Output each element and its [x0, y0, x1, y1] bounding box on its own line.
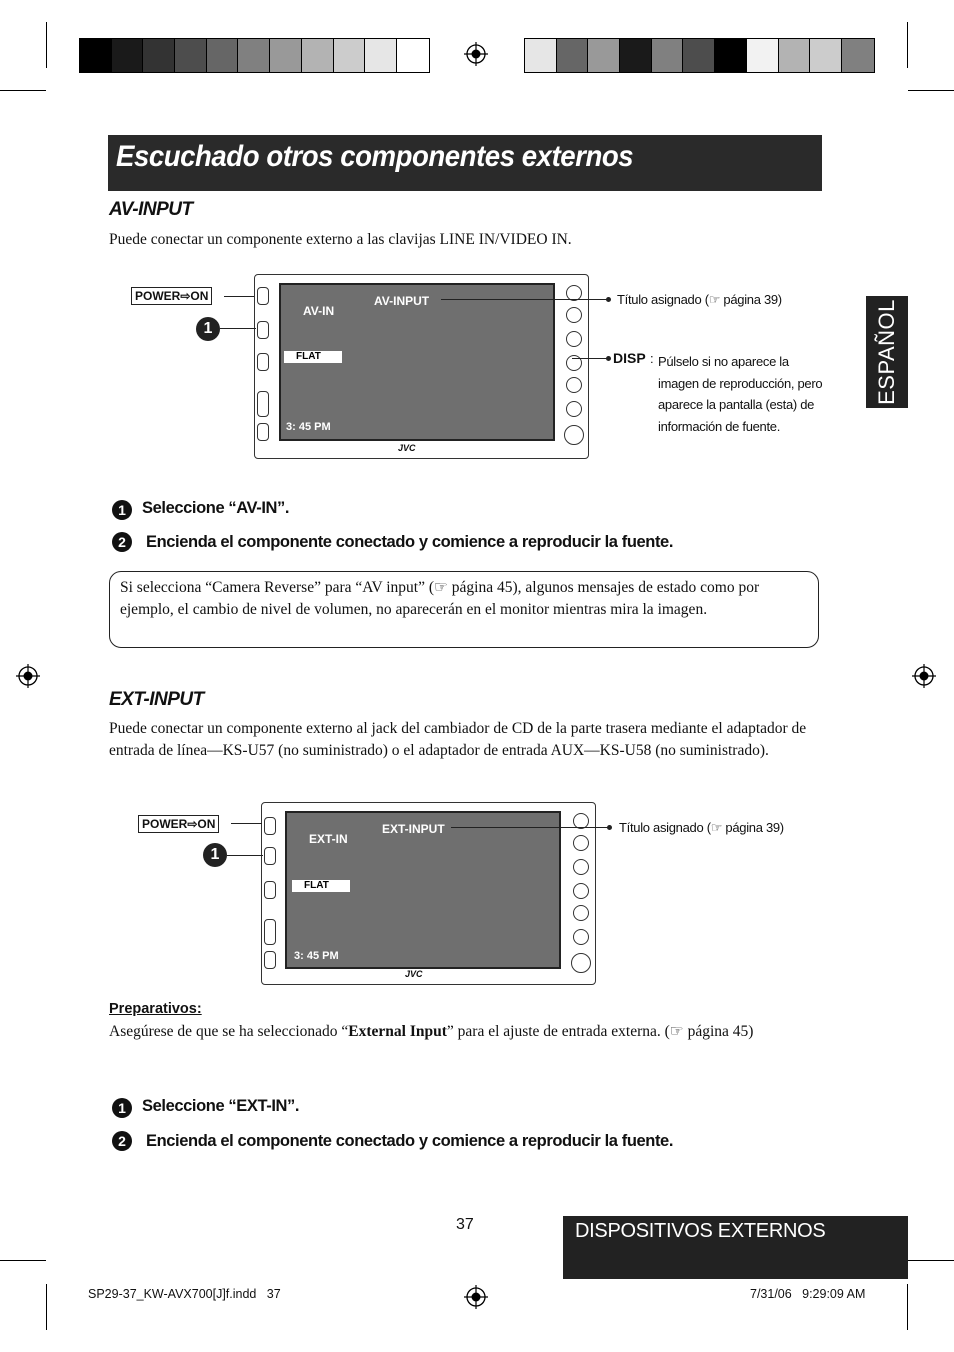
brand-logo: JVC	[398, 443, 416, 453]
color-swatch	[334, 39, 366, 72]
side-button[interactable]	[264, 951, 276, 969]
crop-mark	[908, 1260, 954, 1261]
power-button[interactable]	[264, 817, 276, 835]
color-swatch	[810, 39, 842, 72]
brand-logo: JVC	[405, 969, 423, 979]
registration-mark-icon	[16, 664, 40, 688]
color-swatch	[80, 39, 112, 72]
page-title: Escuchado otros componentes externos	[116, 140, 634, 173]
power-button[interactable]	[257, 287, 269, 305]
language-tab	[866, 296, 908, 408]
side-button[interactable]	[566, 401, 582, 417]
source-button[interactable]	[257, 321, 269, 339]
power-on-label: POWER⇨ON	[138, 815, 219, 833]
leader-line	[572, 358, 608, 359]
disp-label: DISP	[613, 350, 646, 366]
side-button[interactable]	[257, 353, 269, 371]
color-swatch	[652, 39, 684, 72]
callout-number: 1	[203, 843, 227, 867]
color-swatch	[683, 39, 715, 72]
screen-clock: 3: 45 PM	[286, 421, 331, 433]
side-button[interactable]	[566, 377, 582, 393]
leader-dot	[606, 297, 611, 302]
screen-title: EXT-INPUT	[382, 822, 445, 836]
color-swatch	[588, 39, 620, 72]
color-swatch	[525, 39, 557, 72]
screen-eq: FLAT	[284, 351, 342, 363]
color-swatch	[715, 39, 747, 72]
color-swatch	[747, 39, 779, 72]
volume-button[interactable]	[264, 919, 276, 945]
crop-mark	[46, 1284, 47, 1330]
knob-button[interactable]	[571, 953, 591, 973]
leader-line	[231, 823, 262, 824]
registration-mark-icon	[912, 664, 936, 688]
language-tab-label: ESPAÑOL	[874, 299, 899, 405]
registration-mark-icon	[464, 1285, 488, 1309]
step-number: 2	[112, 1131, 132, 1151]
leader-line	[220, 328, 256, 329]
leader-dot	[606, 356, 611, 361]
crop-mark	[46, 22, 47, 68]
device-screen	[285, 811, 561, 969]
crop-mark	[908, 90, 954, 91]
screen-source: EXT-IN	[309, 832, 348, 846]
title-callout: Título asignado (☞ página 39)	[617, 292, 782, 307]
color-swatch	[842, 39, 874, 72]
note-text: Si selecciona “Camera Reverse” para “AV input” (☞ página 45), algunos mensajes de estado como por ejemplo, el cambio de nivel de volumen, no aparecerán en el monitor mientras mira la imagen.	[120, 579, 760, 618]
side-button[interactable]	[264, 881, 276, 899]
volume-button[interactable]	[257, 391, 269, 417]
ext-input-intro: Puede conectar un componente externo al jack del cambiador de CD de la parte trasera mediante el adaptador de entrada de línea—KS-U57 (no suministrado) o el adaptador de entrada AUX—KS-U58 (no suministrado).	[109, 720, 807, 759]
screen-eq: FLAT	[292, 880, 350, 892]
color-swatch	[207, 39, 239, 72]
screen-clock: 3: 45 PM	[294, 950, 339, 962]
crop-mark	[0, 1260, 46, 1261]
screen-source: AV-IN	[303, 304, 335, 318]
footer-section-label: DISPOSITIVOS EXTERNOS	[575, 1220, 826, 1242]
power-on-label: POWER⇨ON	[131, 287, 212, 305]
footer-section-tab	[563, 1216, 908, 1279]
color-swatch	[175, 39, 207, 72]
color-swatch	[302, 39, 334, 72]
crop-mark	[0, 90, 46, 91]
prep-heading: Preparativos:	[109, 1001, 202, 1017]
side-button[interactable]	[566, 331, 582, 347]
step-number: 2	[112, 532, 132, 552]
side-button[interactable]	[573, 883, 589, 899]
step-number: 1	[112, 500, 132, 520]
ext-input-heading: EXT-INPUT	[109, 689, 204, 710]
color-swatch	[238, 39, 270, 72]
step-text: Seleccione “EXT-IN”.	[142, 1097, 300, 1115]
color-swatch	[557, 39, 589, 72]
title-callout: Título asignado (☞ página 39)	[619, 820, 784, 835]
knob-button[interactable]	[564, 425, 584, 445]
footer-date: 7/31/06 9:29:09 AM	[750, 1287, 866, 1301]
step-text: Encienda el componente conectado y comience a reproducir la fuente.	[146, 533, 674, 551]
leader-line	[224, 296, 254, 297]
crop-mark	[907, 22, 908, 68]
step-number: 1	[112, 1098, 132, 1118]
side-button[interactable]	[573, 859, 589, 875]
disp-colon: :	[650, 351, 654, 366]
leader-line	[227, 855, 263, 856]
leader-dot	[607, 825, 612, 830]
registration-mark-icon	[464, 42, 488, 66]
screen-title: AV-INPUT	[374, 294, 430, 308]
color-swatch	[143, 39, 175, 72]
color-swatch	[779, 39, 811, 72]
side-button[interactable]	[257, 423, 269, 441]
page-number: 37	[456, 1216, 474, 1233]
side-button[interactable]	[573, 929, 589, 945]
leader-line	[441, 299, 608, 300]
head-unit-device	[254, 274, 589, 459]
disp-description: Púlselo si no aparece la imagen de reproducción, pero aparece la pantalla (esta) de información de fuente.	[658, 354, 823, 434]
color-swatch	[620, 39, 652, 72]
side-button[interactable]	[566, 307, 582, 323]
step-text: Seleccione “AV-IN”.	[142, 499, 290, 517]
color-bar-left	[79, 38, 430, 73]
device-screen	[279, 283, 555, 441]
side-button[interactable]	[573, 905, 589, 921]
color-swatch	[112, 39, 144, 72]
prep-text: Asegúrese de que se ha seleccionado “External Input” para el ajuste de entrada externa. (☞ página 45)	[109, 1023, 754, 1040]
crop-mark	[907, 1284, 908, 1330]
color-swatch	[270, 39, 302, 72]
callout-number: 1	[196, 317, 220, 341]
source-button[interactable]	[264, 847, 276, 865]
step-text: Encienda el componente conectado y comience a reproducir la fuente.	[146, 1132, 674, 1150]
color-swatch	[365, 39, 397, 72]
footer-file: SP29-37_KW-AVX700[J]f.indd 37	[88, 1287, 281, 1301]
color-bar-right	[524, 38, 875, 73]
color-swatch	[397, 39, 429, 72]
head-unit-device	[261, 802, 596, 985]
leader-line	[451, 827, 609, 828]
side-button[interactable]	[573, 835, 589, 851]
av-input-intro: Puede conectar un componente externo a las clavijas LINE IN/VIDEO IN.	[109, 231, 572, 248]
av-input-heading: AV-INPUT	[109, 199, 193, 220]
